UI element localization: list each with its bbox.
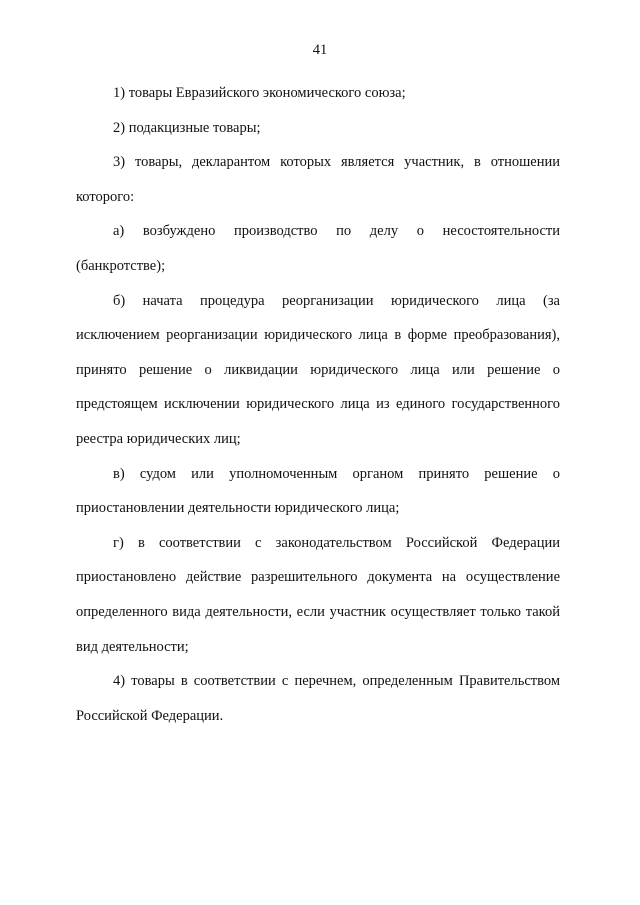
page-number: 41 (312, 42, 328, 58)
document-body (76, 76, 560, 733)
sub-item-g: г) в соответствии с законодательством Российской Федерации приостановлено действие разрешительного документа на осуществление определенного вида деятельности, если участник осуществляет только такой вид деятельности; (76, 534, 560, 655)
list-item-3: 3) товары, декларантом которых является участник, в отношении которого: (76, 154, 560, 205)
sub-item-v: в) судом или уполномоченным органом принято решение о приостановлении деятельности юридического лица; (76, 465, 560, 517)
list-item-1: 1) товары Евразийского экономического союза; (113, 85, 406, 101)
sub-item-a: а) возбуждено производство по делу о несостоятельности (банкротстве); (76, 223, 560, 274)
sub-item-b: б) начата процедура реорганизации юридического лица (за исключением реорганизации юридического лица в форме преобразования), принято решение о ликвидации юридического лица или решение о предстоящем исключении юридического лица из единого государственного реестра юридических лиц; (76, 292, 560, 447)
list-item-2: 2) подакцизные товары; (113, 119, 261, 136)
list-item-4: 4) товары в соответствии с перечнем, определенным Правительством Российской Федерации. (76, 673, 560, 724)
